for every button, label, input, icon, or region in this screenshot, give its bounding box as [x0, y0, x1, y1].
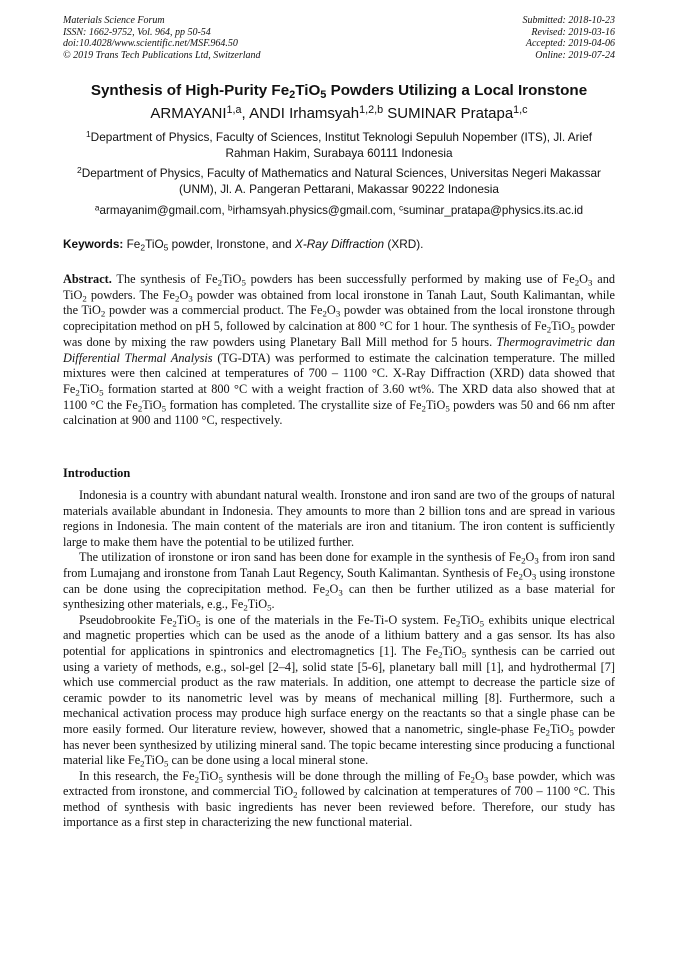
date-online: Online: 2019-07-24	[535, 49, 615, 61]
keywords-label: Keywords:	[63, 237, 124, 251]
intro-paragraph-2: The utilization of ironstone or iron sand has been done for example in the synthesis of $Fe_2O_3$ from iron sand from Lumajang and ironstone from Tanah Laut Regency, South Kalimantan. Synthesis of $Fe_2O_3$ using ironstone can be done using the coprecipitation method. $Fe_2O_3$ can then be further utilized as a base material for synthesizing other materials, e.g., $Fe_2TiO_5$.	[63, 550, 616, 613]
journal-issn: ISSN: 1662-9752, Vol. 964, pp 50-54	[63, 26, 211, 38]
date-accepted: Accepted: 2019-04-06	[525, 38, 615, 49]
keywords: Keywords: $Fe_2TiO_5$ powder, Ironstone, and X-Ray Diffraction (XRD).	[63, 237, 424, 253]
section-heading-introduction: Introduction	[63, 466, 131, 480]
journal-copyright: © 2019 Trans Tech Publications Ltd, Switzerland	[63, 49, 261, 61]
intro-paragraph-1: Indonesia is a country with abundant natural wealth. Ironstone and iron sand are two of the groups of natural materials available abundant in Indonesia. They amounts to more than 2 billion tons and are spread in various regions in Indonesia. The main content of the materials are iron and titanium. The iron content is sufficiently large to make them have the potential to be utilized further.	[63, 488, 615, 549]
intro-paragraph-3: Pseudobrookite $Fe_2TiO_5$ is one of the materials in the Fe-Ti-O system. $Fe_2TiO_5$ exhibits unique electrical and magnetic properties which can be used as the anode of a lithium battery and a gas sensor. Its has also potential for applications in spintronics and electromagnetics [1]. The $Fe_2TiO_5$ synthesis can be carried out using a variety of methods, e.g., sol-gel [2–4], solid state [5-6], planetary ball mill [1], and hydrothermal [7] which use commercial product as the raw materials. In addition, one attempt to decrease the particle size of ceramic powder to its nanometric level was by means of mechanical milling [8]. Furthermore, such a mechanical activation process may produce high surface energy on the reactants so that a single phase can be more easily formed. Our literature review, however, showed that a nanometric, single-phase $Fe_2TiO_5$ powder has never been synthesized by utilizing mineral sand. The topic became interesting since producing a functional material like $Fe_2TiO_5$ can be done using a local mineral stone.	[63, 612, 615, 769]
date-revised: Revised: 2019-03-16	[531, 26, 615, 38]
submission-dates	[523, 15, 616, 61]
email-link-c[interactable]: suminar_pratapa@physics.its.ac.id	[403, 204, 584, 217]
email-link-b[interactable]: irhamsyah.physics@gmail.com	[232, 204, 393, 217]
abstract-label: Abstract.	[63, 272, 112, 286]
journal-doi: doi:10.4028/www.scientific.net/MSF.964.50	[63, 38, 238, 49]
abstract: Abstract. The synthesis of $Fe_2TiO_5$ powders has been successfully performed by making use of $Fe_2O_3$ and TiO$_2$ powders. The $Fe_2O_3$ powder was obtained from local ironstone in Tanah Laut, South Kalimantan, while the TiO$_2$ powder was a commercial product. The $Fe_2O_3$ powder was obtained from the local ironstone through coprecipitation method on pH 5, followed by calcination at 800 °C for 1 hour. The synthesis of $Fe_2TiO_5$ powder was done by mixing the raw powders using Planetary Ball Mill method for 5 hours. Thermogravimetric dan Differential Thermal Analysis (TG-DTA) was performed to estimate the calcination temperature. The milled mixtures were then calcined at temperatures of 700 – 1100 °C. X-Ray Diffraction (XRD) data showed that $Fe_2TiO_5$ formation started at 800 °C with a weight fraction of 3.60 wt%. The XRD data also showed that at 1100 °C the $Fe_2TiO_5$ formation has completed. The crystallite size of $Fe_2TiO_5$ powders was 50 and 66 nm after calcination at 900 and 1100 °C, respectively.	[63, 272, 616, 428]
paper-title: Synthesis of High-Purity $Fe_2TiO_5$ Powders Utilizing a Local Ironstone	[90, 82, 588, 102]
author-1: ARMAYANI$^{1,a}$,	[150, 104, 250, 122]
intro-paragraph-4: In this research, the $Fe_2TiO_5$ synthesis will be done through the milling of $Fe_2O_3$ base powder, which was extracted from ironstone, and commercial TiO$_2$ followed by calcination at temperatures of 700 – 1100 °C. This method of synthesis with basic ingredients has never been reviewed before. Therefore, our study has importance as a first step in characterizing the new functional material.	[63, 768, 615, 830]
author-list	[40, 105, 638, 123]
affiliation-1: $^1$Department of Physics, Faculty of Sciences, Institut Teknologi Sepuluh Nopember (ITS), Jl. Arief Rahman Hakim, Surabaya 60111 Indonesia	[85, 129, 593, 160]
journal-info	[63, 15, 261, 61]
author-emails: $^a$armayanim@gmail.com, $^b$irhamsyah.physics@gmail.com, $^c$suminar_pratapa@physics.its.ac.id	[94, 202, 584, 217]
date-submitted: Submitted: 2018-10-23	[522, 15, 615, 26]
introduction-body	[63, 488, 615, 831]
author-2: ANDI Irhamsyah$^{1,2,b}$	[249, 104, 384, 122]
author-3: SUMINAR Pratapa$^{1,c}$	[387, 104, 528, 122]
email-link-a[interactable]: armayanim@gmail.com	[99, 204, 222, 217]
affiliation-2: $^2$Department of Physics, Faculty of Mathematics and Natural Sciences, Universitas Negeri Makassar (UNM), Jl. A. Pangeran Pettarani, Makassar 90222 Indonesia	[77, 165, 601, 196]
journal-name: Materials Science Forum	[63, 15, 165, 26]
